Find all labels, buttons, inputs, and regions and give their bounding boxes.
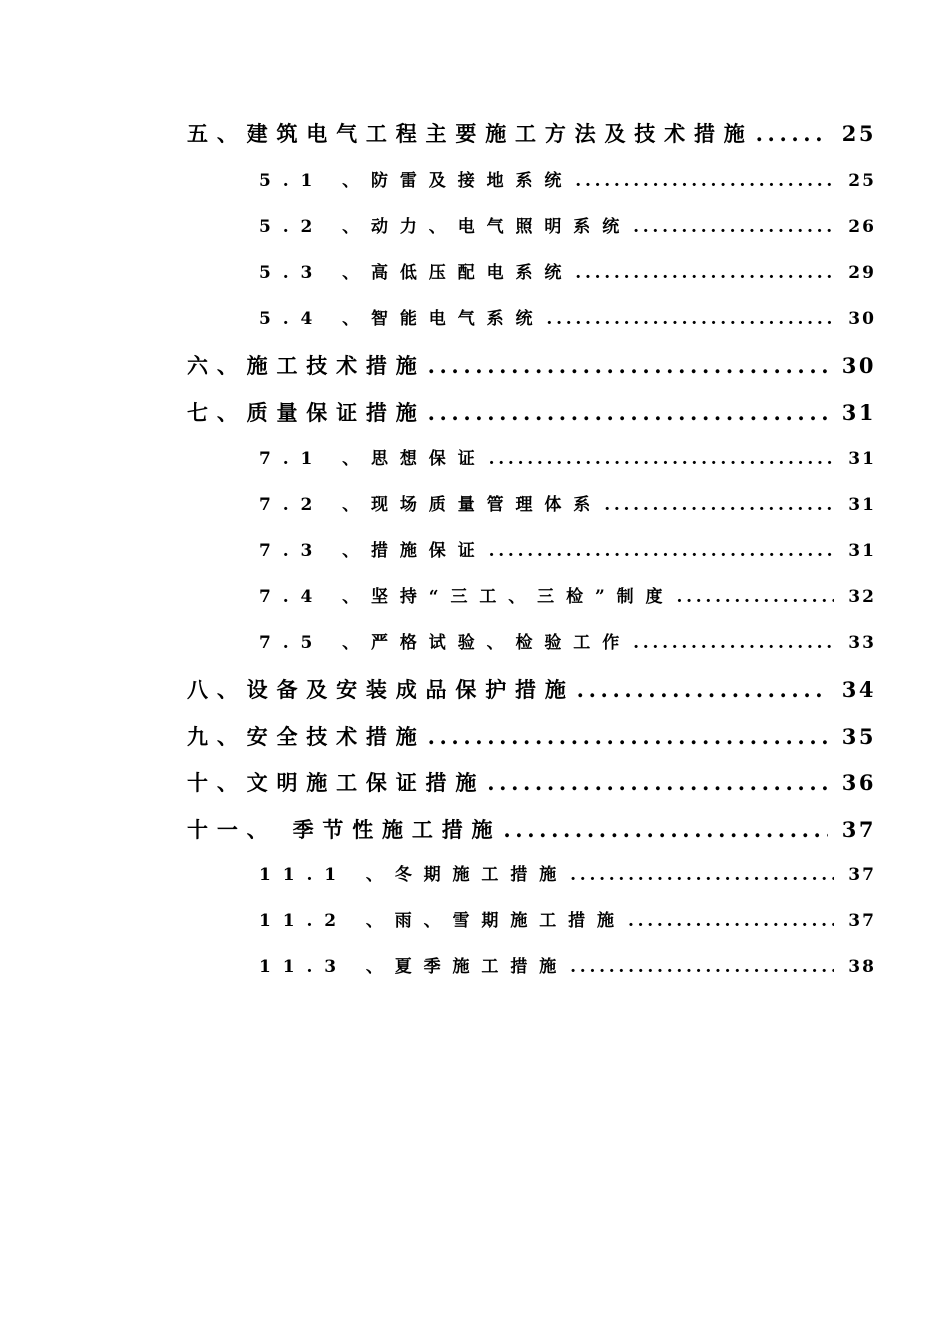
toc-entry-page: 30 — [848, 309, 876, 329]
toc-entry-title: 7.1 、思想保证 — [259, 449, 487, 469]
toc-entry-7-1[interactable] — [259, 444, 876, 469]
toc-entry-page: 35 — [841, 724, 876, 749]
toc-entry-5[interactable] — [187, 118, 876, 148]
toc-entry-title: 七、质量保证措施 — [187, 400, 426, 425]
toc-entry-title: 11.2 、雨、雪期施工措施 — [259, 911, 626, 931]
toc-entry-page: 25 — [841, 121, 876, 146]
toc-entry-page: 37 — [841, 817, 876, 842]
toc-entry-page: 31 — [848, 449, 876, 469]
toc-entry-page: 32 — [848, 587, 876, 607]
dot-leader — [487, 770, 828, 795]
dot-leader — [489, 449, 835, 469]
toc-entry-title: 六、施工技术措施 — [187, 353, 426, 378]
dot-leader — [489, 541, 835, 561]
toc-entry-title: 十、文明施工保证措施 — [187, 770, 486, 795]
toc-entry-11[interactable] — [187, 814, 876, 844]
dot-leader — [577, 677, 828, 702]
toc-entry-title: 7.2 、现场质量管理体系 — [259, 495, 603, 515]
toc-entry-title: 7.4 、坚持“三工、三检”制度 — [259, 587, 675, 607]
dot-leader — [756, 121, 828, 146]
dot-leader — [428, 400, 828, 425]
toc-entry-page: 25 — [848, 171, 876, 191]
dot-leader — [676, 587, 834, 607]
toc-entry-7-2[interactable] — [259, 490, 876, 515]
toc-entry-page: 33 — [848, 633, 876, 653]
toc-entry-page: 31 — [848, 541, 876, 561]
toc-entry-7-3[interactable] — [259, 536, 876, 561]
toc-entry-title: 7.5 、严格试验、检验工作 — [259, 633, 632, 653]
toc-entry-title: 五、建筑电气工程主要施工方法及技术措施 — [187, 121, 754, 146]
dot-leader — [575, 263, 834, 283]
toc-entry-5-2[interactable] — [259, 212, 876, 237]
dot-leader — [503, 817, 827, 842]
toc-entry-page: 30 — [841, 353, 876, 378]
toc-entry-title: 十一、 季节性施工措施 — [187, 817, 502, 842]
toc-entry-7-4[interactable] — [259, 582, 876, 607]
dot-leader — [633, 217, 834, 237]
toc-entry-page: 34 — [841, 677, 876, 702]
dot-leader — [633, 633, 834, 653]
toc-entry-title: 11.1 、冬期施工措施 — [259, 865, 569, 885]
toc-entry-title: 八、设备及安装成品保护措施 — [187, 677, 575, 702]
toc-entry-page: 31 — [841, 400, 876, 425]
toc-entry-page: 36 — [841, 770, 876, 795]
toc-entry-7-5[interactable] — [259, 628, 876, 653]
dot-leader — [604, 495, 834, 515]
toc-entry-5-1[interactable] — [259, 166, 876, 191]
toc-entry-page: 31 — [848, 495, 876, 515]
toc-entry-page: 38 — [848, 957, 876, 977]
toc-entry-11-1[interactable] — [259, 860, 876, 885]
dot-leader — [570, 957, 834, 977]
toc-entry-7[interactable] — [187, 397, 876, 427]
toc-entry-title: 11.3 、夏季施工措施 — [259, 957, 569, 977]
toc-entry-9[interactable] — [187, 721, 876, 751]
toc-entry-title: 5.4 、智能电气系统 — [259, 309, 545, 329]
toc-entry-page: 37 — [848, 865, 876, 885]
toc-entry-title: 九、安全技术措施 — [187, 724, 426, 749]
dot-leader — [628, 911, 834, 931]
toc-entry-title: 5.2 、动力、电气照明系统 — [259, 217, 632, 237]
toc-entry-11-3[interactable] — [259, 952, 876, 977]
toc-entry-10[interactable] — [187, 767, 876, 797]
dot-leader — [575, 171, 834, 191]
toc-entry-title: 5.1 、防雷及接地系统 — [259, 171, 574, 191]
toc-entry-8[interactable] — [187, 674, 876, 704]
toc-entry-5-4[interactable] — [259, 304, 876, 329]
toc-entry-11-2[interactable] — [259, 906, 876, 931]
dot-leader — [570, 865, 834, 885]
toc-entry-title: 7.3 、措施保证 — [259, 541, 487, 561]
dot-leader — [546, 309, 834, 329]
toc-entry-page: 29 — [848, 263, 876, 283]
toc-entry-page: 37 — [848, 911, 876, 931]
dot-leader — [428, 353, 828, 378]
toc-entry-page: 26 — [848, 217, 876, 237]
toc-entry-6[interactable] — [187, 350, 876, 380]
toc-entry-title: 5.3 、高低压配电系统 — [259, 263, 574, 283]
dot-leader — [428, 724, 828, 749]
toc-entry-5-3[interactable] — [259, 258, 876, 283]
